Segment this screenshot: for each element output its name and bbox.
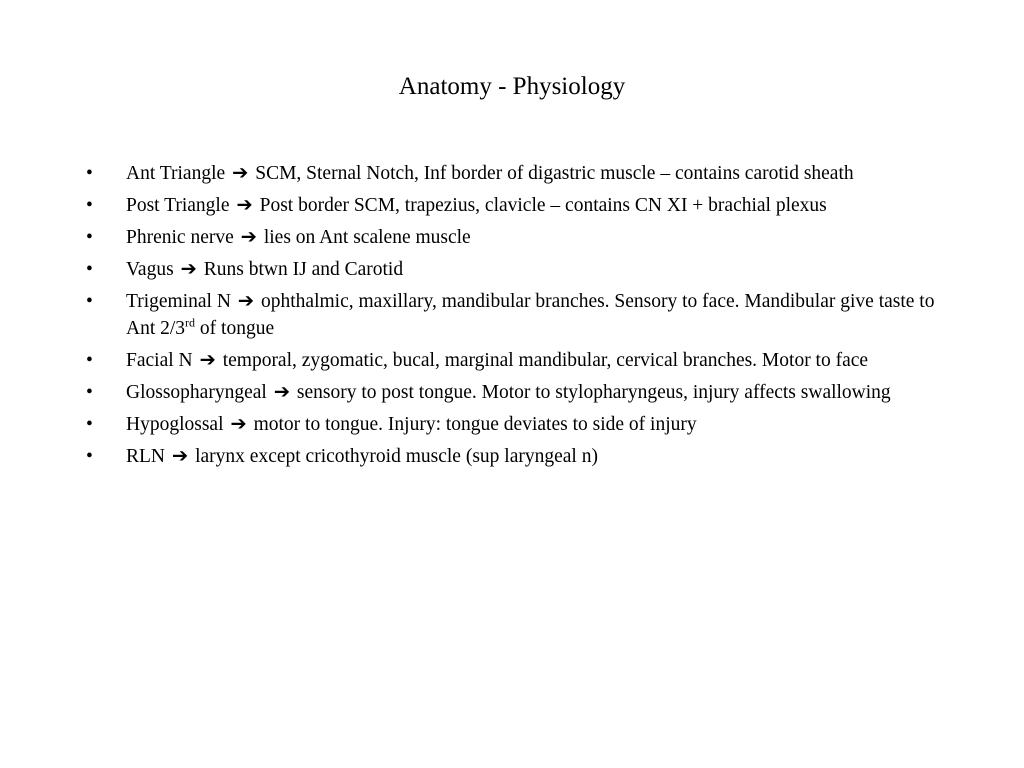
- bullet-item: [84, 160, 944, 187]
- right-arrow-icon: ➔: [236, 195, 253, 216]
- superscript-ordinal: rd: [185, 315, 196, 330]
- bullet-text: Post border SCM, trapezius, clavicle – contains CN XI + brachial plexus: [259, 195, 827, 216]
- bullet-item: [84, 379, 944, 406]
- bullet-term: RLN: [126, 446, 165, 467]
- bullet-text: SCM, Sternal Notch, Inf border of digastric muscle – contains carotid sheath: [255, 163, 854, 184]
- bullet-item: [84, 192, 944, 219]
- bullet-dot-icon: •: [86, 350, 93, 371]
- bullet-dot-icon: •: [86, 291, 93, 312]
- bullet-dot-icon: •: [86, 446, 93, 467]
- bullet-text: motor to tongue. Injury: tongue deviates to side of injury: [253, 414, 697, 435]
- bullet-term: Trigeminal N: [126, 291, 231, 312]
- bullet-list: [84, 160, 944, 475]
- bullet-item: [84, 411, 944, 438]
- bullet-text: lies on Ant scalene muscle: [263, 227, 471, 248]
- bullet-dot-icon: •: [86, 259, 93, 280]
- slide-title: Anatomy - Physiology: [398, 73, 626, 100]
- bullet-item: [84, 443, 944, 470]
- bullet-item: [84, 347, 944, 374]
- bullet-item: [84, 224, 944, 251]
- bullet-term: Post Triangle: [126, 195, 230, 216]
- bullet-dot-icon: •: [86, 414, 93, 435]
- bullet-text: sensory to post tongue. Motor to stylopharyngeus, injury affects swallowing: [296, 382, 891, 403]
- bullet-dot-icon: •: [86, 195, 93, 216]
- bullet-item: [84, 256, 944, 283]
- bullet-text: temporal, zygomatic, bucal, marginal mandibular, cervical branches. Motor to face: [222, 350, 869, 371]
- bullet-term: Facial N: [126, 350, 193, 371]
- bullet-term: Phrenic nerve: [126, 227, 234, 248]
- right-arrow-icon: ➔: [240, 227, 257, 248]
- right-arrow-icon: ➔: [199, 350, 216, 371]
- bullet-text-after: of tongue: [195, 318, 275, 339]
- bullet-term: Ant Triangle: [126, 163, 226, 184]
- bullet-term: Hypoglossal: [126, 414, 224, 435]
- right-arrow-icon: ➔: [230, 414, 247, 435]
- bullet-text: Runs btwn IJ and Carotid: [203, 259, 404, 280]
- bullet-dot-icon: •: [86, 382, 93, 403]
- right-arrow-icon: ➔: [232, 163, 249, 184]
- bullet-dot-icon: •: [86, 227, 93, 248]
- right-arrow-icon: ➔: [180, 259, 197, 280]
- right-arrow-icon: ➔: [273, 382, 291, 403]
- bullet-term: Vagus: [126, 259, 174, 280]
- right-arrow-icon: ➔: [171, 446, 189, 467]
- bullet-dot-icon: •: [86, 163, 93, 184]
- bullet-term: Glossopharyngeal: [126, 382, 267, 403]
- bullet-item: [84, 288, 944, 342]
- right-arrow-icon: ➔: [237, 291, 255, 312]
- bullet-text: larynx except cricothyroid muscle (sup laryngeal n): [195, 446, 598, 467]
- bullet-text: ophthalmic, maxillary, mandibular branches. Sensory to face. Mandibular give taste to Ant 2/3: [126, 291, 935, 339]
